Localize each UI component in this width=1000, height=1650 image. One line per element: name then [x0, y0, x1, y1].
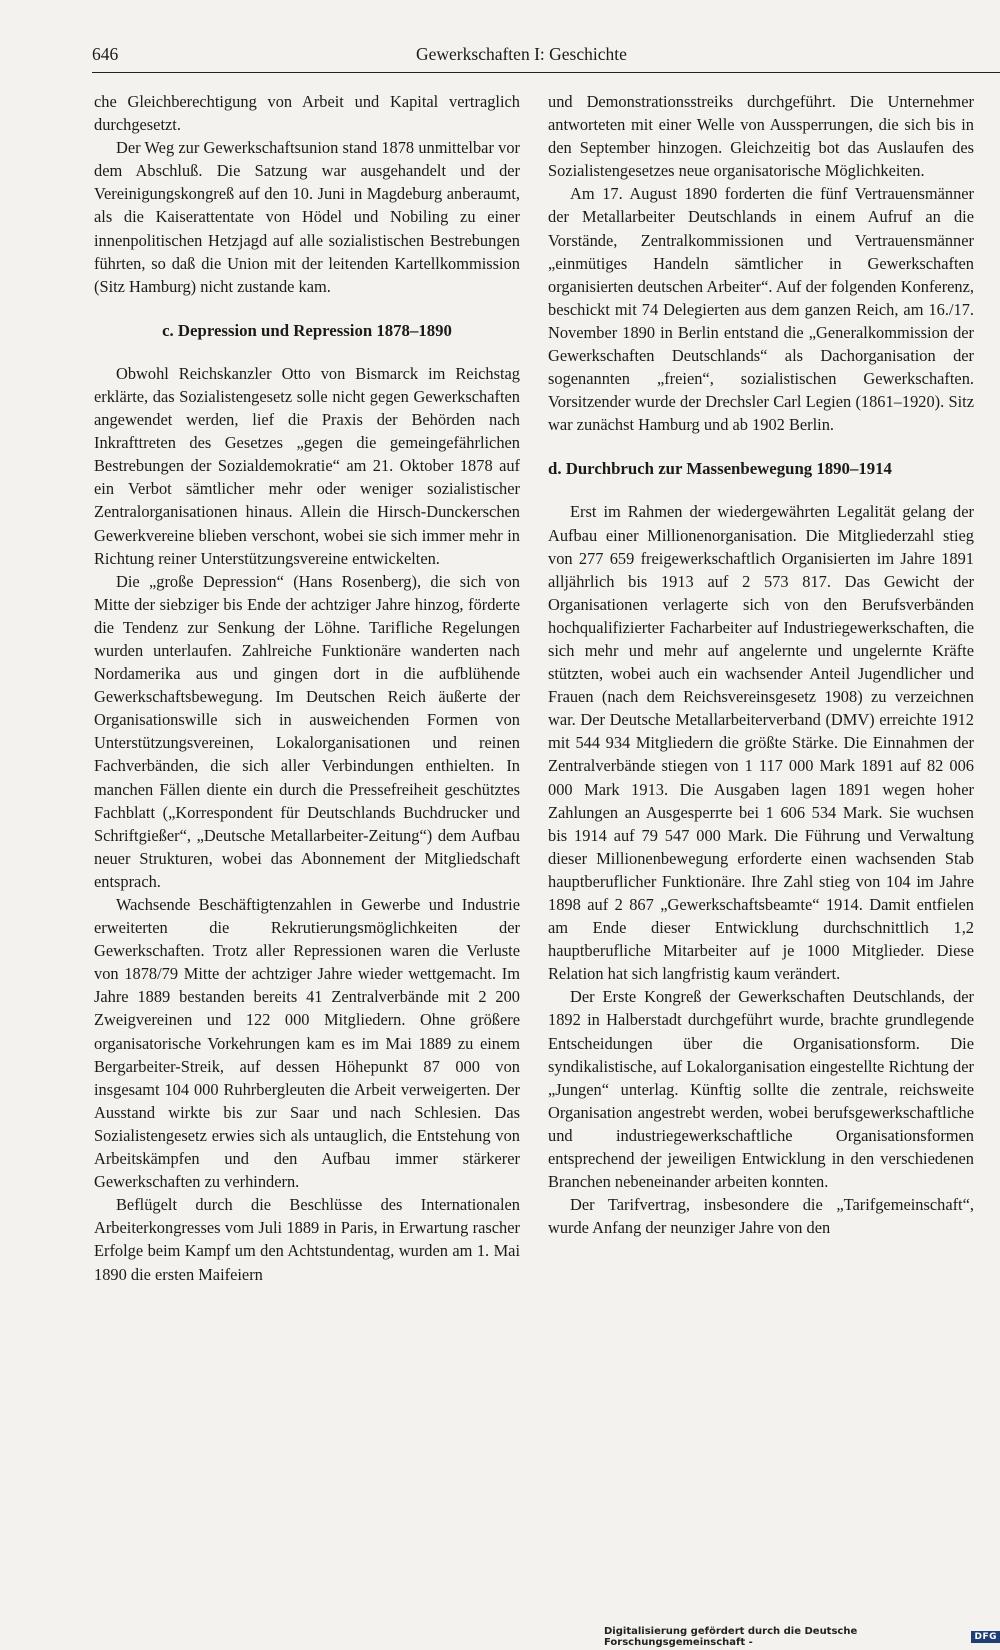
left-column: [94, 90, 520, 1286]
section-heading-d: d. Durchbruch zur Massenbewegung 1890–1914: [548, 459, 892, 479]
page-header: [92, 40, 1000, 73]
paragraph: Obwohl Reichskanzler Otto von Bismarck im Reichstag erklärte, das Sozialistengesetz solle nicht gegen Gewerkschaften angewendet werden, lief die Praxis der Behörden nach Inkrafttreten des Gesetzes „gegen die gemeingefährlichen Bestrebungen der Sozialdemokratie“ am 21. Oktober 1878 auf ein Verbot sämtlicher mehr oder weniger sozialistischer Zentralorganisationen hinaus. Allein die Hirsch-Dunckerschen Gewerkvereine blieben verschont, wobei sie sich immer mehr in Richtung reiner Unterstützungsvereine entwickelten.: [94, 363, 520, 568]
paragraph: Der Erste Kongreß der Gewerkschaften Deutschlands, der 1892 in Halberstadt durchgeführt wurde, brachte grundlegende Entscheidungen über die Organisationsform. Die syndikalistische, auf Lokalorganisation eingestellte Richtung der „Jungen“ unterlag. Künftig sollte die zentrale, reichsweite Organisation angestrebt werden, wobei berufsgewerkschaftliche und industriegewerkschaftliche Organisationsformen entsprechend der jeweiligen Entwicklung in den verschiedenen Branchen nebeneinander arbeiten konnten.: [548, 987, 974, 1192]
paragraph: Die „große Depression“ (Hans Rosenberg), die sich von Mitte der siebziger bis Ende der achtziger Jahre hinzog, förderte die Tendenz zur Senkung der Löhne. Tarifliche Regelungen wurden unterlaufen. Zahlreiche Funktionäre wanderten nach Nordamerika aus und gingen dort in die aufblühende Gewerkschaftsbewegung. Im Deutschen Reich äußerte der Organisationswille sich in ausweichenden Formen von Unterstützungsvereinen, Lokalorganisationen und reinen Fachverbänden, die sich aller Verbindungen enthielten. In manchen Fällen diente ein durch die Pressefreiheit geschütztes Fachblatt („Korrespondent für Deutschlands Buchdrucker und Schriftgießer“, „Deutsche Metallarbeiter-Zeitung“) dem Aufbau neuer Strukturen, wobei das Abonnement der Mitgliedschaft entsprach.: [94, 571, 520, 891]
paragraph: che Gleichberechtigung von Arbeit und Kapital vertraglich durchgesetzt.: [94, 92, 520, 135]
paragraph: Der Tarifvertrag, insbesondere die „Tarifgemeinschaft“, wurde Anfang der neunziger Jahre von den: [548, 1195, 974, 1238]
dfg-logo: DFG: [971, 1631, 1000, 1643]
section-heading-c: c. Depression und Repression 1878–1890: [162, 320, 452, 340]
page-number: 646: [92, 44, 119, 64]
digitization-footer: [604, 1626, 1000, 1648]
paragraph: Erst im Rahmen der wiedergewährten Legalität gelang der Aufbau einer Millionenorganisation. Die Mitgliederzahl stieg von 277 659 freigewerkschaftlich Organisierten im Jahre 1891 alljährlich bis 1913 auf 2 573 817. Das Gewicht der Organisationen verlagerte sich von den Berufsverbänden hochqualifizierter Facharbeiter auf Industriegewerkschaften, die sich mehr und mehr auf angelernte und ungelernte Kräfte stützten, wobei auch ein wachsender Anteil Jugendlicher und Frauen (nach dem Reichsvereinsgesetz 1908) zu verzeichnen war. Der Deutsche Metallarbeiterverband (DMV) erreichte 1912 mit 544 934 Mitgliedern die größte Stärke. Die Einnahmen der Zentralverbände stiegen von 1 117 000 Mark 1891 auf 82 006 000 Mark 1913. Die Ausgaben lagen 1891 wegen hoher Zahlungen an Ausgesperrte bei 1 606 534 Mark. Sie wuchsen bis 1914 auf 79 547 000 Mark. Die Führung und Verwaltung dieser Millionenbewegung erforderte einen wachsenden Stab hauptberuflicher Funktionäre. Ihre Zahl stieg von 104 im Jahre 1898 auf 2 867 „Gewerkschaftsbeamte“ 1914. Damit entfielen am Ende dieser Entwicklung durchschnittlich 1,2 hauptberufliche Mitarbeiter auf je 1000 Mitglieder. Diese Relation hat sich langfristig kaum verändert.: [548, 502, 974, 984]
right-column: [548, 90, 974, 1239]
running-title: Gewerkschaften I: Geschichte: [416, 44, 627, 64]
paragraph: Am 17. August 1890 forderten die fünf Vertrauensmänner der Metallarbeiter Deutschlands in einem Aufruf an die Vorstände, Zentralkommissionen und Vertrauensmänner „einmütiges Handeln sämtlicher in Gewerkschaften organisierten deutschen Arbeiter“. Auf der folgenden Konferenz, beschickt mit 74 Delegierten aus dem ganzen Reich, am 16./17. November 1890 in Berlin entstand die „Generalkommission der Gewerkschaften Deutschlands“ als Dachorganisation der sogenannten „freien“, sozialistischen Gewerkschaften. Vorsitzender wurde der Drechsler Carl Legien (1861–1920). Sitz war zunächst Hamburg und ab 1902 Berlin.: [548, 184, 974, 435]
footer-text: Digitalisierung gefördert durch die Deutsche Forschungsgemeinschaft -: [604, 1626, 858, 1648]
paragraph: Der Weg zur Gewerkschaftsunion stand 1878 unmittelbar vor dem Abschluß. Die Satzung war ausgehandelt und der Vereinigungskongreß auf den 10. Juni in Magdeburg anberaumt, als die Kaiserattentate von Hödel und Nobiling zu einer innenpolitischen Hetzjagd auf alle sozialistischen Bestrebungen führten, so daß die Union mit der leitenden Kartellkommission (Sitz Hamburg) nicht zustande kam.: [94, 138, 520, 296]
paragraph: Beflügelt durch die Beschlüsse des Internationalen Arbeiterkongresses vom Juli 1889 in Paris, in Erwartung rascher Erfolge beim Kampf um den Achtstundentag, wurden am 1. Mai 1890 die ersten Maifeiern: [94, 1195, 520, 1284]
paragraph: Wachsende Beschäftigtenzahlen in Gewerbe und Industrie erweiterten die Rekrutierungsmöglichkeiten der Gewerkschaften. Trotz aller Repressionen waren die Verluste von 1878/79 Mitte der achtziger Jahre wieder wettgemacht. Im Jahre 1889 bestanden bereits 41 Zentralverbände mit 2 200 Zweigvereinen und 122 000 Mitgliedern. Ohne größere organisatorische Vorkehrungen kam es im Mai 1889 zu einem Bergarbeiter-Streik, auf dessen Höhepunkt 87 000 von insgesamt 104 000 Ruhrbergleuten die Arbeit verweigerten. Der Ausstand wirkte bis zur Saar und nach Schlesien. Das Sozialistengesetz erwies sich als untauglich, die Entstehung von Arbeitskämpfen und den Aufbau immer stärkerer Gewerkschaften zu verhindern.: [94, 895, 520, 1192]
paragraph: und Demonstrationsstreiks durchgeführt. Die Unternehmer antworteten mit einer Welle von Aussperrungen, die sich bis in den September hinzogen. Gleichzeitig bot das Auslaufen des Sozialistengesetzes neue organisatorische Möglichkeiten.: [548, 92, 974, 181]
